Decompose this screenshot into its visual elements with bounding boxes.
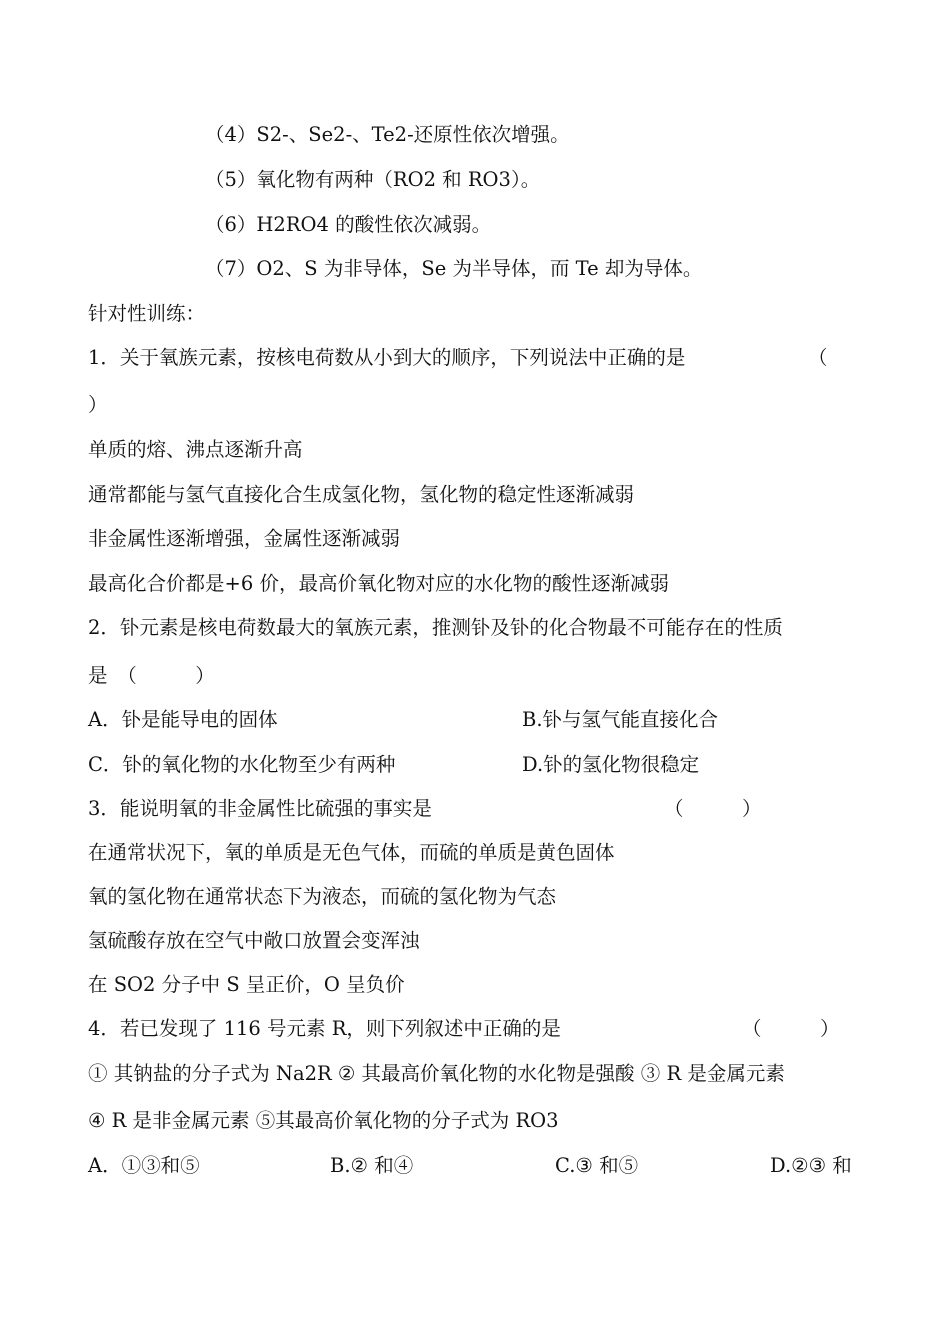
section-title: 针对性训练：	[88, 302, 206, 325]
q4-option-a: A．①③和⑤	[88, 1154, 200, 1177]
property-6: （6）H2RO4 的酸性依次减弱。	[205, 213, 492, 236]
q3-paren: （ ）	[664, 797, 762, 820]
q2-option-a: A．钋是能导电的固体	[88, 708, 278, 731]
q2-stem: 2．钋元素是核电荷数最大的氧族元素，推测钋及钋的化合物最不可能存在的性质	[88, 616, 783, 639]
q2-option-d: D.钋的氢化物很稳定	[522, 753, 700, 776]
q4-paren: （ ）	[742, 1017, 840, 1040]
q4-stem: 4．若已发现了 116 号元素 R，则下列叙述中正确的是	[88, 1017, 561, 1040]
q1-option-a: 单质的熔、沸点逐渐升高	[88, 438, 303, 461]
q2-option-c: C．钋的氧化物的水化物至少有两种	[88, 753, 396, 776]
q4-option-d: D.②③ 和	[770, 1154, 852, 1177]
q3-option-a: 在通常状况下，氧的单质是无色气体，而硫的单质是黄色固体	[88, 841, 615, 864]
q2-option-b: B.钋与氢气能直接化合	[522, 708, 719, 731]
q3-option-b: 氧的氢化物在通常状态下为液态，而硫的氢化物为气态	[88, 885, 557, 908]
q1-option-d: 最高化合价都是+6 价，最高价氧化物对应的水化物的酸性逐渐减弱	[88, 572, 669, 595]
q3-option-d: 在 SO2 分子中 S 呈正价，O 呈负价	[88, 973, 405, 996]
q1-option-b: 通常都能与氢气直接化合生成氢化物，氢化物的稳定性逐渐减弱	[88, 483, 635, 506]
q1-paren-open: （	[808, 346, 828, 369]
q1-option-c: 非金属性逐渐增强，金属性逐渐减弱	[88, 527, 401, 550]
property-7: （7）O2、S 为非导体，Se 为半导体，而 Te 却为导体。	[205, 257, 703, 280]
q4-option-c: C.③ 和⑤	[555, 1154, 639, 1177]
q3-stem: 3．能说明氧的非金属性比硫强的事实是	[88, 797, 432, 820]
q2-stem-cont: 是 （ ）	[88, 664, 215, 687]
property-4: （4）S2-、Se2-、Te2-还原性依次增强。	[205, 123, 570, 146]
q1-paren-close: ）	[88, 393, 108, 416]
q4-option-b: B.② 和④	[330, 1154, 414, 1177]
q3-option-c: 氢硫酸存放在空气中敞口放置会变浑浊	[88, 929, 420, 952]
q4-statements-2: ④ R 是非金属元素 ⑤其最高价氧化物的分子式为 RO3	[88, 1109, 559, 1132]
q4-statements-1: ① 其钠盐的分子式为 Na2R ② 其最高价氧化物的水化物是强酸 ③ R 是金属元素	[88, 1062, 785, 1085]
q1-stem: 1．关于氧族元素，按核电荷数从小到大的顺序，下列说法中正确的是	[88, 346, 686, 369]
property-5: （5）氧化物有两种（RO2 和 RO3）。	[205, 168, 541, 191]
